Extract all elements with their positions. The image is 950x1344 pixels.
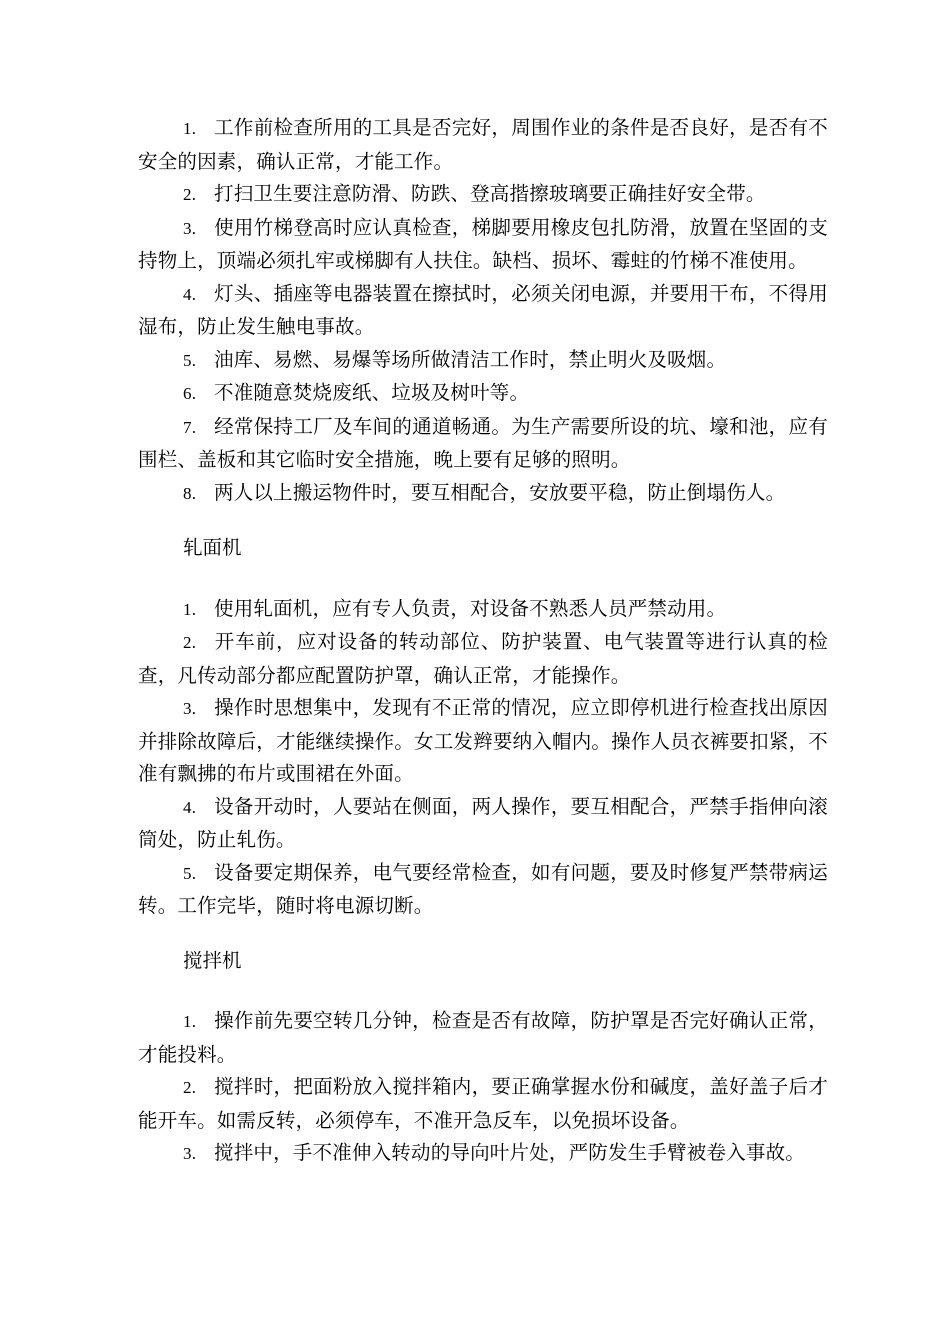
item-number: 5. (183, 863, 197, 883)
item-number: 1. (183, 119, 197, 138)
item-text: 经常保持工厂及车间的通道畅通。为生产需要所设的坑、壕和池，应有围栏、盖板和其它临时安全措施，晚上要有足够的照明。 (138, 414, 828, 471)
list-item (138, 593, 828, 627)
item-number: 3. (183, 699, 197, 718)
list-item (138, 1071, 828, 1137)
section-heading-noodle-roller: 轧面机 (183, 536, 242, 559)
list-item (138, 626, 828, 692)
item-number: 8. (183, 483, 197, 503)
item-text: 不准随意焚烧废纸、垃圾及树叶等。 (214, 381, 530, 404)
item-text: 使用竹梯登高时应认真检查，梯脚要用橡皮包扎防滑，放置在坚固的支持物上，顶端必须扎牢或梯脚有人扶住。缺档、损坏、霉蛀的竹梯不准使用。 (138, 215, 828, 272)
list-item (138, 1137, 828, 1171)
item-number: 2. (183, 633, 197, 652)
list-item (138, 477, 828, 511)
list-item (138, 411, 828, 477)
item-number: 4. (183, 797, 197, 817)
list-item (138, 112, 828, 178)
list-item (138, 344, 828, 378)
list-item (138, 377, 828, 411)
item-text: 油库、易燃、易爆等场所做清洁工作时，禁止明火及吸烟。 (214, 347, 727, 371)
document-page (138, 112, 828, 1171)
list-item (138, 692, 828, 791)
item-number: 2. (183, 1078, 197, 1097)
item-number: 1. (183, 1012, 197, 1031)
list-item (138, 178, 828, 212)
item-text: 打扫卫生要注意防滑、防跌、登高揩擦玻璃要正确挂好安全带。 (214, 182, 766, 205)
list-item (138, 278, 828, 344)
item-text: 工作前检查所用的工具是否完好，周围作业的条件是否良好，是否有不安全的因素，确认正常，才能工作。 (138, 116, 828, 173)
item-number: 1. (183, 599, 197, 619)
section-noodle-roller (138, 593, 828, 923)
list-item (138, 212, 828, 278)
item-number: 3. (183, 1144, 197, 1163)
list-item (138, 857, 828, 923)
item-number: 4. (183, 284, 197, 304)
item-number: 5. (183, 350, 197, 370)
item-number: 2. (183, 185, 197, 204)
item-text: 两人以上搬运物件时，要互相配合，安放要平稳，防止倒塌伤人。 (214, 480, 786, 504)
item-text: 灯头、插座等电器装置在擦拭时，必须关闭电源，并要用干布，不得用湿布，防止发生触电事故。 (138, 281, 828, 338)
section-general-rules (138, 112, 828, 510)
item-text: 开车前，应对设备的转动部位、防护装置、电气装置等进行认真的检查，凡传动部分都应配置防护罩，确认正常，才能操作。 (138, 630, 828, 687)
item-text: 操作时思想集中，发现有不正常的情况，应立即停机进行检查找出原因并排除故障后，才能继续操作。女工发辫要纳入帽内。操作人员衣裤要扣紧，不准有飘拂的布片或围裙在外面。 (138, 696, 828, 785)
section-mixer (138, 1005, 828, 1171)
item-number: 3. (183, 218, 197, 238)
section-heading-mixer: 搅拌机 (183, 948, 242, 972)
item-text: 操作前先要空转几分钟，检查是否有故障，防护罩是否完好确认正常，才能投料。 (138, 1009, 828, 1066)
list-item (138, 1005, 828, 1071)
item-text: 搅拌中，手不准伸入转动的导向叶片处，严防发生手臂被卷入事故。 (214, 1141, 806, 1164)
item-text: 设备开动时，人要站在侧面，两人操作，要互相配合，严禁手指伸向滚筒处，防止轧伤。 (138, 794, 828, 851)
list-item (138, 791, 828, 857)
item-text: 搅拌时，把面粉放入搅拌箱内，要正确掌握水份和碱度，盖好盖子后才能开车。如需反转，必须停车，不准开急反车，以免损坏设备。 (138, 1075, 828, 1132)
item-number: 7. (183, 417, 197, 437)
item-text: 设备要定期保养，电气要经常检查，如有问题，要及时修复严禁带病运转。工作完毕，随时将电源切断。 (138, 860, 828, 917)
item-text: 使用轧面机，应有专人负责，对设备不熟悉人员严禁动用。 (214, 596, 727, 620)
item-number: 6. (183, 384, 197, 403)
